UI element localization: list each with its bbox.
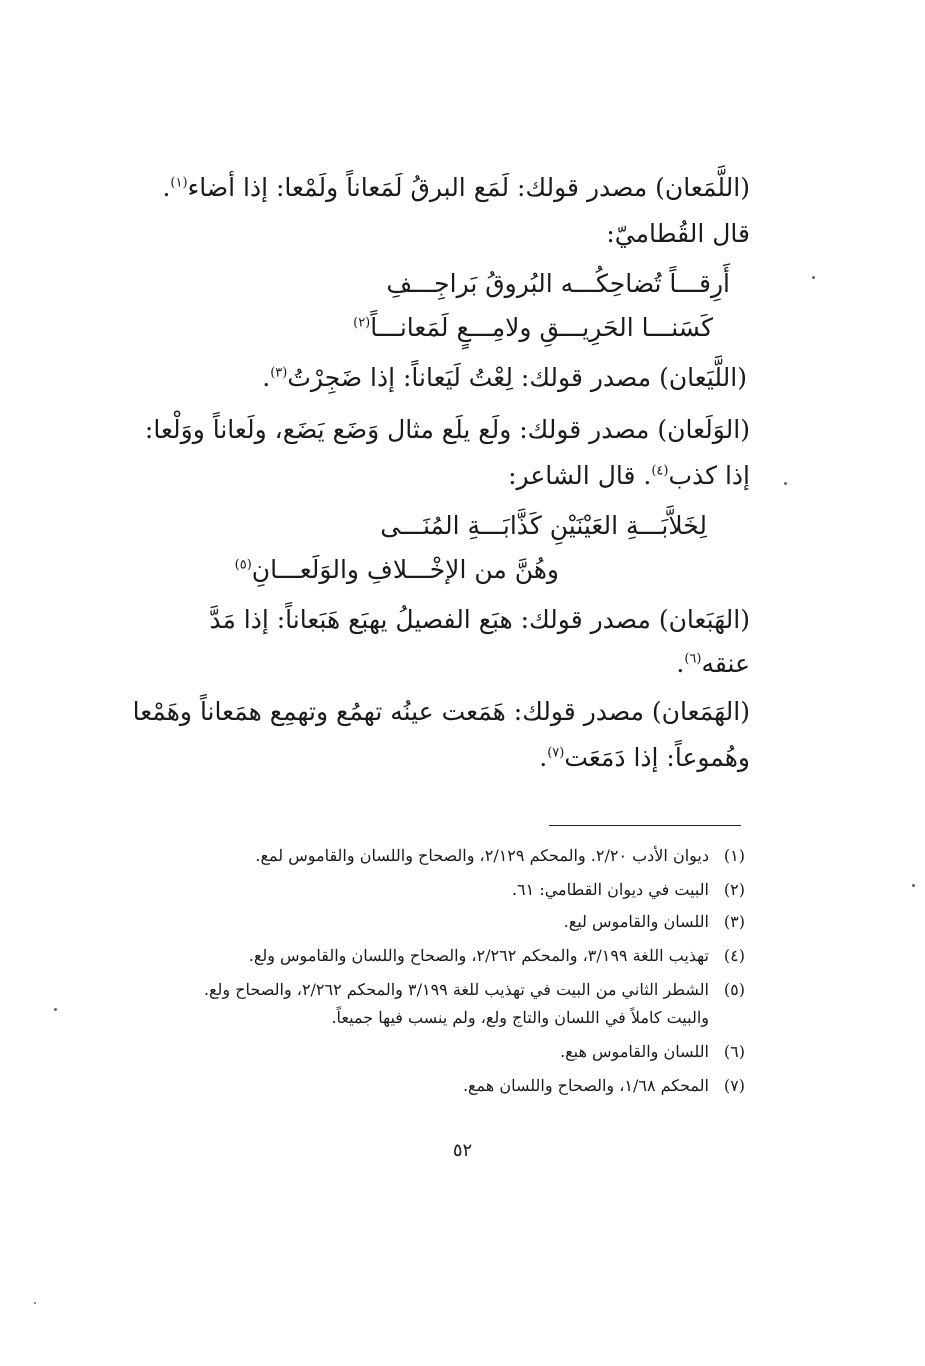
footnote-number: (٥) [723,980,745,999]
verse-text: وهُنَّ من الإخْـــلافِ والوَلَعـــانِ [251,555,559,584]
quote-intro-qutami [606,214,750,254]
entry-text: قال القُطاميّ: [606,219,750,248]
verse-1-second-hemistich [353,308,713,348]
verse-2-first-hemistich [380,506,707,546]
footnote-number: (٣) [723,912,745,931]
footnote-4 [249,944,745,968]
entry-tail: . [262,363,271,392]
footnote-number: (١) [723,846,745,865]
scan-speck [912,884,915,887]
entry-text: (اللَّمَعان) مصدر قولك: لَمَع البرقُ لَمَعاناً ولَمْعا: إذا أضاء [187,173,750,202]
footnote-text: اللسان والقاموس هبع. [560,1042,709,1061]
entry-habaan-line1 [209,600,750,640]
footnote-5 [204,978,745,1002]
footnote-number: (٦) [723,1042,745,1061]
entry-walaan-line2 [508,456,750,496]
footnote-text: المحكم ١/٦٨، والصحاح واللسان همع. [462,1076,709,1095]
footnote-text: والبيت كاملاً في اللسان والتاج ولع، ولم ينسب فيها جميعاً. [331,1008,709,1027]
entry-tail: . [162,173,171,202]
footnote-text: البيت في ديوان القطامي: ٦١. [511,880,709,899]
footnote-ref[interactable]: (٥) [234,557,252,573]
verse-1-first-hemistich [386,264,730,304]
entry-hamaan-line2 [539,738,750,778]
footnote-number: (٧) [723,1076,745,1095]
entry-text: (اللَّيَعان) مصدر قولك: لِعْتُ لَيَعاناً: إذا ضَجِرْتُ [287,363,747,392]
verse-2-second-hemistich [235,550,559,590]
footnote-3 [564,910,745,934]
verse-text: كَسَنـــا الحَرِيـــقِ ولامِـــعٍ لَمَعانـــاً [370,313,713,342]
verse-text: أَرِقـــاً تُضاحِكُـــه البُروقُ بَراجِـــفِ [386,269,730,298]
scan-speck [54,1008,57,1011]
footnote-1 [255,844,745,868]
entry-text: (الهَمَعان) مصدر قولك: هَمَعت عينُه تهمُع وتهمِع همَعاناً وهَمْعا [132,697,750,726]
entry-text: (الوَلَعان) مصدر قولك: ولَع يلَع مثال وَضَع يَضَع، ولَعاناً ووَلْعا: [144,415,750,444]
footnote-ref[interactable]: (١) [170,175,188,191]
footnote-text: ديوان الأدب ٢/٢٠. والمحكم ٢/١٢٩، والصحاح واللسان والقاموس لمع. [255,846,709,865]
footnote-ref[interactable]: (٢) [353,315,371,331]
entry-lamaan [162,168,750,208]
footnote-7 [463,1074,745,1098]
footnote-ref[interactable]: (٧) [547,745,565,761]
scan-speck [34,1302,36,1304]
footnote-number: (٢) [723,880,745,899]
footnote-ref[interactable]: (٣) [270,365,288,381]
entry-walaan-line1 [145,410,750,450]
footnote-ref[interactable]: (٦) [684,651,702,667]
entry-tail: . [676,649,685,678]
entry-tail: . قال الشاعر: [508,461,652,490]
scan-speck [812,276,815,279]
footnote-text: الشطر الثاني من البيت في تهذيب للغة ٣/١٩٩ والمحكم ٢/٢٦٢، والصحاح ولع. [203,980,709,999]
entry-tail: . [539,743,548,772]
footnote-text: اللسان والقاموس ليع. [563,912,709,931]
entry-text: (الهَبَعان) مصدر قولك: هبَع الفصيلُ يهبَع هَبَعاناً: إذا مَدَّ [209,605,750,634]
footnote-separator [549,825,741,826]
entry-habaan-line2 [676,644,750,684]
entry-text: وهُموعاً: إذا دَمَعَت [564,743,750,772]
footnote-number: (٤) [723,946,745,965]
footnote-ref[interactable]: (٤) [651,463,669,479]
entry-text: عنقه [701,649,750,678]
footnote-5-continuation [331,1006,709,1030]
footnote-6 [560,1040,745,1064]
entry-hamaan-line1 [133,692,750,732]
footnote-text: تهذيب اللغة ٣/١٩٩، والمحكم ٢/٢٦٢، والصحاح واللسان والقاموس ولع. [248,946,709,965]
entry-text: إذا كذب [668,461,750,490]
scan-speck [784,482,787,485]
page-number: ٥٢ [452,1140,473,1161]
entry-layaan [262,358,747,398]
verse-text: لِخَلاَّبَـــةِ العَيْنَيْنِ كَذَّابَـــةِ المُنَـــى [380,511,707,540]
footnote-2 [512,878,745,902]
